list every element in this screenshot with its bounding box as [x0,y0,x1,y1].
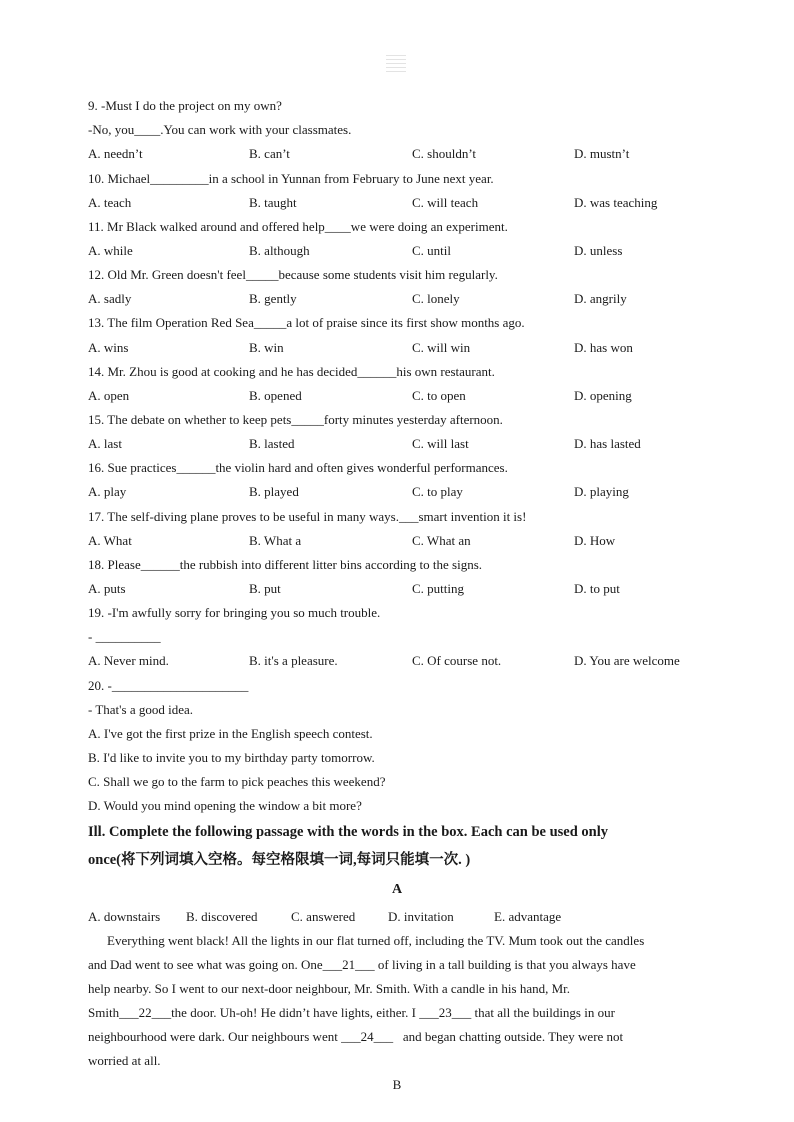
q18-option-a: A. puts [88,581,126,596]
q18-option-d: D. to put [574,581,620,596]
q15-option-d: D. has lasted [574,436,641,451]
part-b-title: B [392,1077,402,1092]
box-word-b: B. discovered [186,909,258,924]
q14-option-c: C. to open [412,388,466,403]
q13-option-c: C. will win [412,340,471,355]
q10-option-d: D. was teaching [574,195,658,210]
q9-option-c: C. shouldn’t [412,146,477,161]
q10-option-c: C. will teach [412,195,479,210]
q15-option-a: A. last [88,436,122,451]
q15-option-b: B. lasted [249,436,295,451]
question-13-stem: 13. The film Operation Red Sea_____a lot of praise since its first show months ago. [88,315,525,330]
question-19-reply: - __________ [88,629,161,644]
q9-option-b: B. can’t [249,146,290,161]
q17-option-c: C. What an [412,533,471,548]
q16-option-b: B. played [249,484,299,499]
q16-option-c: C. to play [412,484,463,499]
box-word-e: E. advantage [494,909,562,924]
question-15-stem: 15. The debate on whether to keep pets_____forty minutes yesterday afternoon. [88,412,503,427]
q10-option-a: A. teach [88,195,132,210]
q20-option-b: B. I'd like to invite you to my birthday party tomorrow. [88,750,375,765]
q18-option-c: C. putting [412,581,465,596]
q13-option-d: D. has won [574,340,633,355]
box-word-a: A. downstairs [88,909,161,924]
question-14-stem: 14. Mr. Zhou is good at cooking and he has decided______his own restaurant. [88,364,495,379]
q11-option-b: B. although [249,243,310,258]
watermark-mark [386,52,406,84]
q15-option-c: C. will last [412,436,469,451]
q14-option-a: A. open [88,388,130,403]
q18-option-b: B. put [249,581,281,596]
q20-option-a: A. I've got the first prize in the English speech contest. [88,726,373,741]
q10-option-b: B. taught [249,195,297,210]
q14-option-d: D. opening [574,388,632,403]
q19-option-b: B. it's a pleasure. [249,653,338,668]
question-9-reply: -No, you____.You can work with your classmates. [88,122,352,137]
passage-line-6: worried at all. [88,1053,161,1068]
q12-option-c: C. lonely [412,291,460,306]
q14-option-b: B. opened [249,388,302,403]
box-word-d: D. invitation [388,909,454,924]
q19-option-c: C. Of course not. [412,653,502,668]
question-12-stem: 12. Old Mr. Green doesn't feel_____because some students visit him regularly. [88,267,498,282]
passage-line-5: neighbourhood were dark. Our neighbours went ___24___ and began chatting outside. They were not [88,1029,624,1044]
passage-line-3: help nearby. So I went to our next-door neighbour, Mr. Smith. With a candle in his hand, Mr. [88,981,571,996]
question-19-stem: 19. -I'm awfully sorry for bringing you so much trouble. [88,605,381,620]
q19-option-a: A. Never mind. [88,653,169,668]
passage-line-1: Everything went black! All the lights in our flat turned off, including the TV. Mum took out the candles [107,933,645,948]
box-word-c: C. answered [291,909,356,924]
q9-option-a: A. needn’t [88,146,143,161]
q20-option-d: D. Would you mind opening the window a bit more? [88,798,362,813]
q12-option-a: A. sadly [88,291,132,306]
question-17-stem: 17. The self-diving plane proves to be useful in many ways.___smart invention it is! [88,509,527,524]
passage-line-4: Smith___22___the door. Uh-oh! He didn’t have lights, either. I ___23___ that all the buildings in our [88,1005,615,1020]
q16-option-a: A. play [88,484,127,499]
question-9-stem: 9. -Must I do the project on my own? [88,98,282,113]
q11-option-c: C. until [412,243,452,258]
q16-option-d: D. playing [574,484,629,499]
q20-option-c: C. Shall we go to the farm to pick peaches this weekend? [88,774,386,789]
question-20-reply: - That's a good idea. [88,702,193,717]
q19-option-d: D. You are welcome [574,653,680,668]
q17-option-a: A. What [88,533,132,548]
section-3-heading: Ill. Complete the following passage with the words in the box. Each can be used only [88,824,609,840]
q17-option-b: B. What a [249,533,302,548]
q11-option-d: D. unless [574,243,623,258]
question-10-stem: 10. Michael_________in a school in Yunnan from February to June next year. [88,171,494,186]
q13-option-b: B. win [249,340,284,355]
section-3-heading-cn: once(将下列词填入空格。每空格限填一词,每词只能填一次. ) [88,852,471,868]
question-11-stem: 11. Mr Black walked around and offered help____we were doing an experiment. [88,219,508,234]
q11-option-a: A. while [88,243,133,258]
question-16-stem: 16. Sue practices______the violin hard and often gives wonderful performances. [88,460,508,475]
q12-option-b: B. gently [249,291,297,306]
question-20-stem: 20. -_____________________ [88,678,249,693]
passage-line-2: and Dad went to see what was going on. One___21___ of living in a tall building is that you always have [88,957,636,972]
question-18-stem: 18. Please______the rubbish into different litter bins according to the signs. [88,557,483,572]
q12-option-d: D. angrily [574,291,627,306]
q9-option-d: D. mustn’t [574,146,630,161]
part-a-title: A [391,882,403,897]
q13-option-a: A. wins [88,340,129,355]
q17-option-d: D. How [574,533,616,548]
